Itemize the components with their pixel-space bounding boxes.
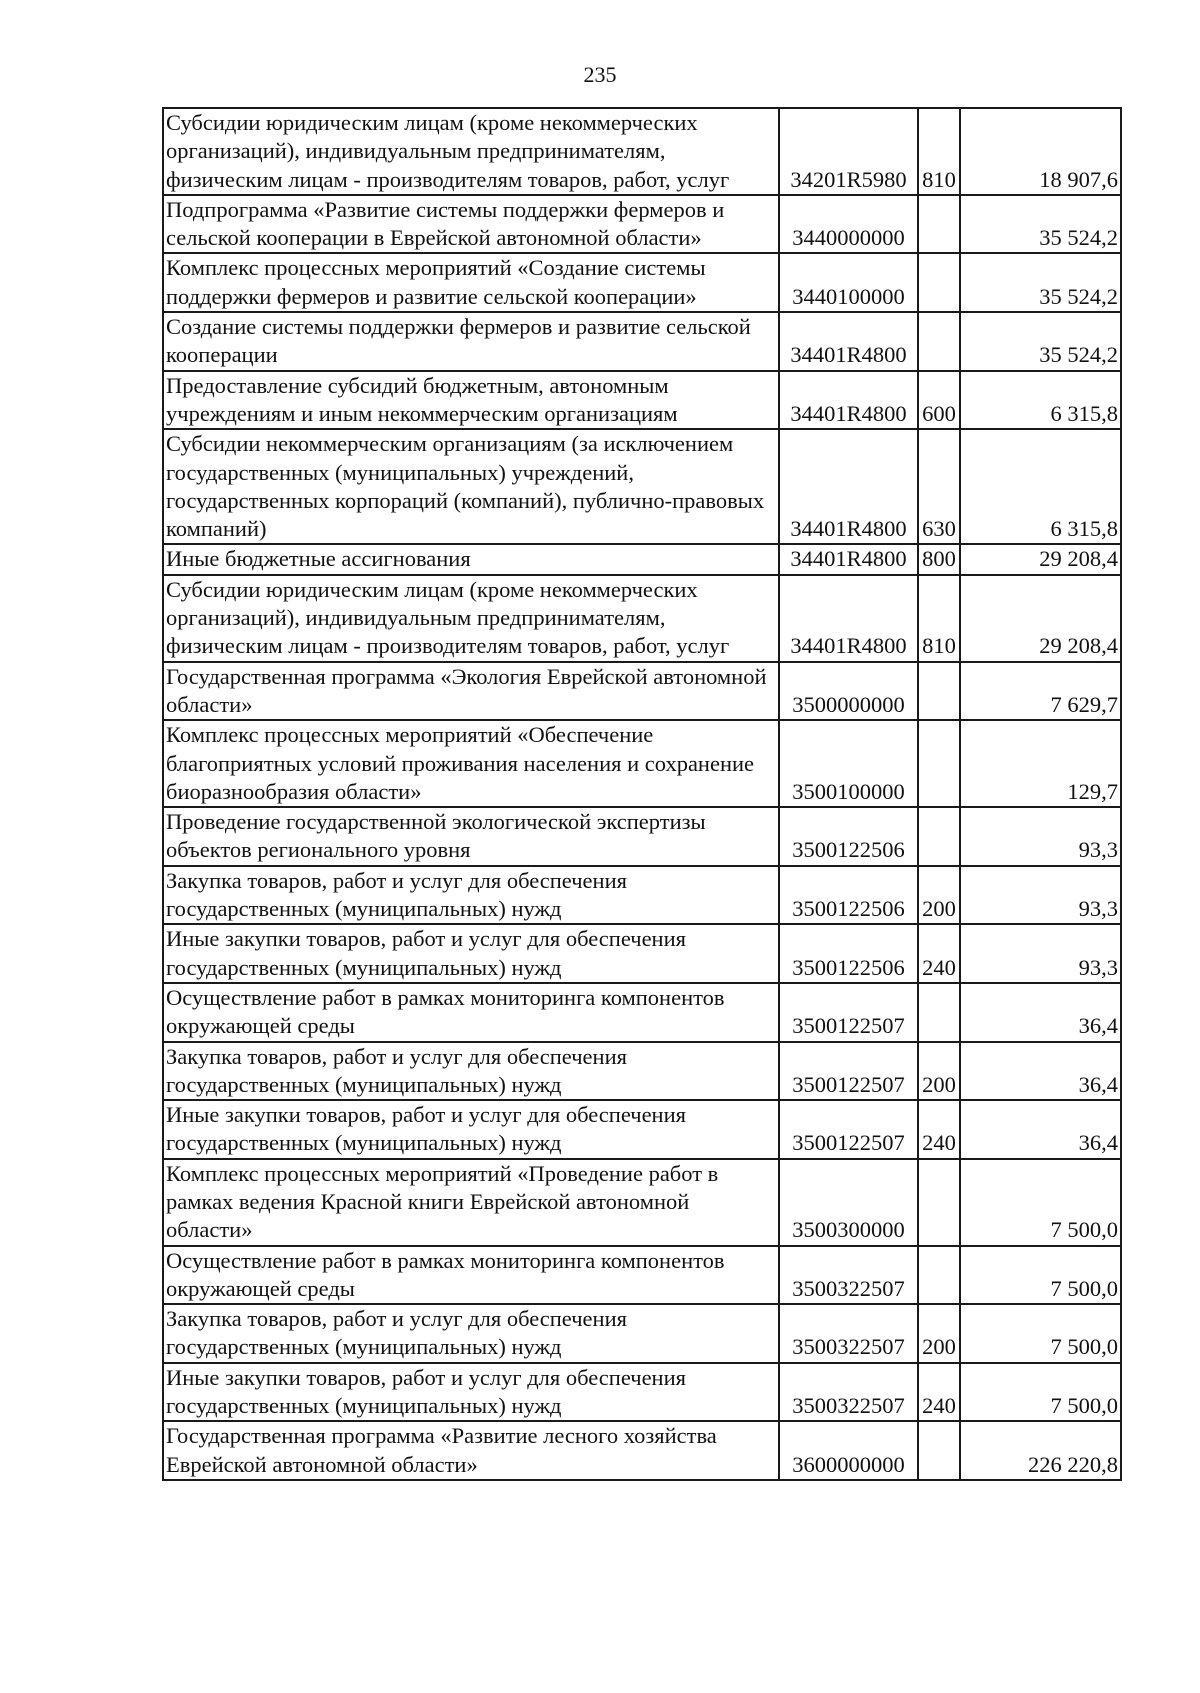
- row-code-cell: 3500322507: [779, 1363, 918, 1422]
- table-row: [163, 544, 1121, 574]
- table-row: [163, 924, 1121, 983]
- row-code-cell: 3500000000: [779, 662, 918, 721]
- table-row: [163, 1100, 1121, 1159]
- row-code-cell: 3500100000: [779, 720, 918, 807]
- row-sum-cell: 6 315,8: [960, 429, 1121, 544]
- row-name-cell: Субсидии некоммерческим организациям (за исключением государственных (муниципальных) учреждений, государственных корпораций (компаний), публично-правовых компаний): [163, 429, 779, 544]
- row-type-cell: [918, 1246, 960, 1305]
- row-name-cell: Закупка товаров, работ и услуг для обеспечения государственных (муниципальных) нужд: [163, 866, 779, 925]
- row-code-cell: 34401R4800: [779, 312, 918, 371]
- row-type-cell: [918, 1421, 960, 1480]
- row-type-cell: 630: [918, 429, 960, 544]
- row-sum-cell: 226 220,8: [960, 1421, 1121, 1480]
- table-row: [163, 253, 1121, 312]
- row-sum-cell: 7 500,0: [960, 1363, 1121, 1422]
- table-row: [163, 983, 1121, 1042]
- row-type-cell: [918, 312, 960, 371]
- table-row: [163, 575, 1121, 662]
- row-code-cell: 3500122507: [779, 1100, 918, 1159]
- table-row: [163, 195, 1121, 254]
- table-row: [163, 866, 1121, 925]
- row-code-cell: 3440000000: [779, 195, 918, 254]
- row-sum-cell: 7 629,7: [960, 662, 1121, 721]
- table-row: [163, 720, 1121, 807]
- row-type-cell: 810: [918, 575, 960, 662]
- row-type-cell: 200: [918, 1042, 960, 1101]
- table-row: [163, 662, 1121, 721]
- budget-table: [162, 107, 1122, 1481]
- table-row: [163, 1246, 1121, 1305]
- row-name-cell: Иные бюджетные ассигнования: [163, 544, 779, 574]
- row-code-cell: 34401R4800: [779, 371, 918, 430]
- row-sum-cell: 36,4: [960, 983, 1121, 1042]
- row-type-cell: [918, 253, 960, 312]
- row-type-cell: [918, 983, 960, 1042]
- row-code-cell: 3500122506: [779, 866, 918, 925]
- row-code-cell: 3500122506: [779, 807, 918, 866]
- row-sum-cell: 18 907,6: [960, 108, 1121, 195]
- row-sum-cell: 29 208,4: [960, 544, 1121, 574]
- table-row: [163, 312, 1121, 371]
- table-row: [163, 1159, 1121, 1246]
- row-name-cell: Создание системы поддержки фермеров и развитие сельской кооперации: [163, 312, 779, 371]
- row-sum-cell: 7 500,0: [960, 1246, 1121, 1305]
- row-code-cell: 3500322507: [779, 1246, 918, 1305]
- row-name-cell: Комплекс процессных мероприятий «Проведение работ в рамках ведения Красной книги Еврейской автономной области»: [163, 1159, 779, 1246]
- row-code-cell: 3500122507: [779, 983, 918, 1042]
- row-name-cell: Осуществление работ в рамках мониторинга компонентов окружающей среды: [163, 1246, 779, 1305]
- row-sum-cell: 35 524,2: [960, 312, 1121, 371]
- row-code-cell: 3500122506: [779, 924, 918, 983]
- row-sum-cell: 93,3: [960, 866, 1121, 925]
- row-name-cell: Предоставление субсидий бюджетным, автономным учреждениям и иным некоммерческим организациям: [163, 371, 779, 430]
- row-type-cell: 200: [918, 1304, 960, 1363]
- row-type-cell: 810: [918, 108, 960, 195]
- row-sum-cell: 93,3: [960, 807, 1121, 866]
- row-sum-cell: 36,4: [960, 1100, 1121, 1159]
- row-sum-cell: 6 315,8: [960, 371, 1121, 430]
- page-number: 235: [583, 62, 617, 87]
- table-row: [163, 371, 1121, 430]
- table-row: [163, 429, 1121, 544]
- row-code-cell: 3500122507: [779, 1042, 918, 1101]
- row-name-cell: Субсидии юридическим лицам (кроме некоммерческих организаций), индивидуальным предпринимателям, физическим лицам - производителям товаров, работ, услуг: [163, 108, 779, 195]
- table-row: [163, 1421, 1121, 1480]
- row-type-cell: 600: [918, 371, 960, 430]
- row-type-cell: [918, 195, 960, 254]
- row-name-cell: Иные закупки товаров, работ и услуг для обеспечения государственных (муниципальных) нужд: [163, 924, 779, 983]
- table-row: [163, 108, 1121, 195]
- row-sum-cell: 7 500,0: [960, 1304, 1121, 1363]
- row-type-cell: 240: [918, 924, 960, 983]
- row-type-cell: [918, 1159, 960, 1246]
- row-sum-cell: 129,7: [960, 720, 1121, 807]
- row-sum-cell: 7 500,0: [960, 1159, 1121, 1246]
- row-code-cell: 34401R4800: [779, 429, 918, 544]
- row-type-cell: 800: [918, 544, 960, 574]
- row-sum-cell: 35 524,2: [960, 195, 1121, 254]
- row-code-cell: 3600000000: [779, 1421, 918, 1480]
- budget-table-body: [163, 108, 1121, 1480]
- table-row: [163, 1363, 1121, 1422]
- row-sum-cell: 93,3: [960, 924, 1121, 983]
- row-type-cell: 240: [918, 1100, 960, 1159]
- row-code-cell: 34401R4800: [779, 544, 918, 574]
- row-code-cell: 3440100000: [779, 253, 918, 312]
- row-sum-cell: 35 524,2: [960, 253, 1121, 312]
- row-sum-cell: 29 208,4: [960, 575, 1121, 662]
- row-type-cell: 200: [918, 866, 960, 925]
- row-code-cell: 34201R5980: [779, 108, 918, 195]
- row-name-cell: Осуществление работ в рамках мониторинга компонентов окружающей среды: [163, 983, 779, 1042]
- row-code-cell: 34401R4800: [779, 575, 918, 662]
- table-row: [163, 1304, 1121, 1363]
- table-row: [163, 807, 1121, 866]
- row-name-cell: Иные закупки товаров, работ и услуг для обеспечения государственных (муниципальных) нужд: [163, 1363, 779, 1422]
- row-code-cell: 3500322507: [779, 1304, 918, 1363]
- row-type-cell: 240: [918, 1363, 960, 1422]
- row-sum-cell: 36,4: [960, 1042, 1121, 1101]
- row-type-cell: [918, 807, 960, 866]
- row-name-cell: Проведение государственной экологической экспертизы объектов регионального уровня: [163, 807, 779, 866]
- table-row: [163, 1042, 1121, 1101]
- row-type-cell: [918, 662, 960, 721]
- row-name-cell: Иные закупки товаров, работ и услуг для обеспечения государственных (муниципальных) нужд: [163, 1100, 779, 1159]
- row-name-cell: Закупка товаров, работ и услуг для обеспечения государственных (муниципальных) нужд: [163, 1042, 779, 1101]
- row-name-cell: Закупка товаров, работ и услуг для обеспечения государственных (муниципальных) нужд: [163, 1304, 779, 1363]
- row-name-cell: Государственная программа «Развитие лесного хозяйства Еврейской автономной области»: [163, 1421, 779, 1480]
- row-code-cell: 3500300000: [779, 1159, 918, 1246]
- row-name-cell: Комплекс процессных мероприятий «Создание системы поддержки фермеров и развитие сельской кооперации»: [163, 253, 779, 312]
- row-name-cell: Субсидии юридическим лицам (кроме некоммерческих организаций), индивидуальным предпринимателям, физическим лицам - производителям товаров, работ, услуг: [163, 575, 779, 662]
- row-name-cell: Подпрограмма «Развитие системы поддержки фермеров и сельской кооперации в Еврейской автономной области»: [163, 195, 779, 254]
- row-name-cell: Государственная программа «Экология Еврейской автономной области»: [163, 662, 779, 721]
- row-name-cell: Комплекс процессных мероприятий «Обеспечение благоприятных условий проживания населения и сохранение биоразнообразия области»: [163, 720, 779, 807]
- row-type-cell: [918, 720, 960, 807]
